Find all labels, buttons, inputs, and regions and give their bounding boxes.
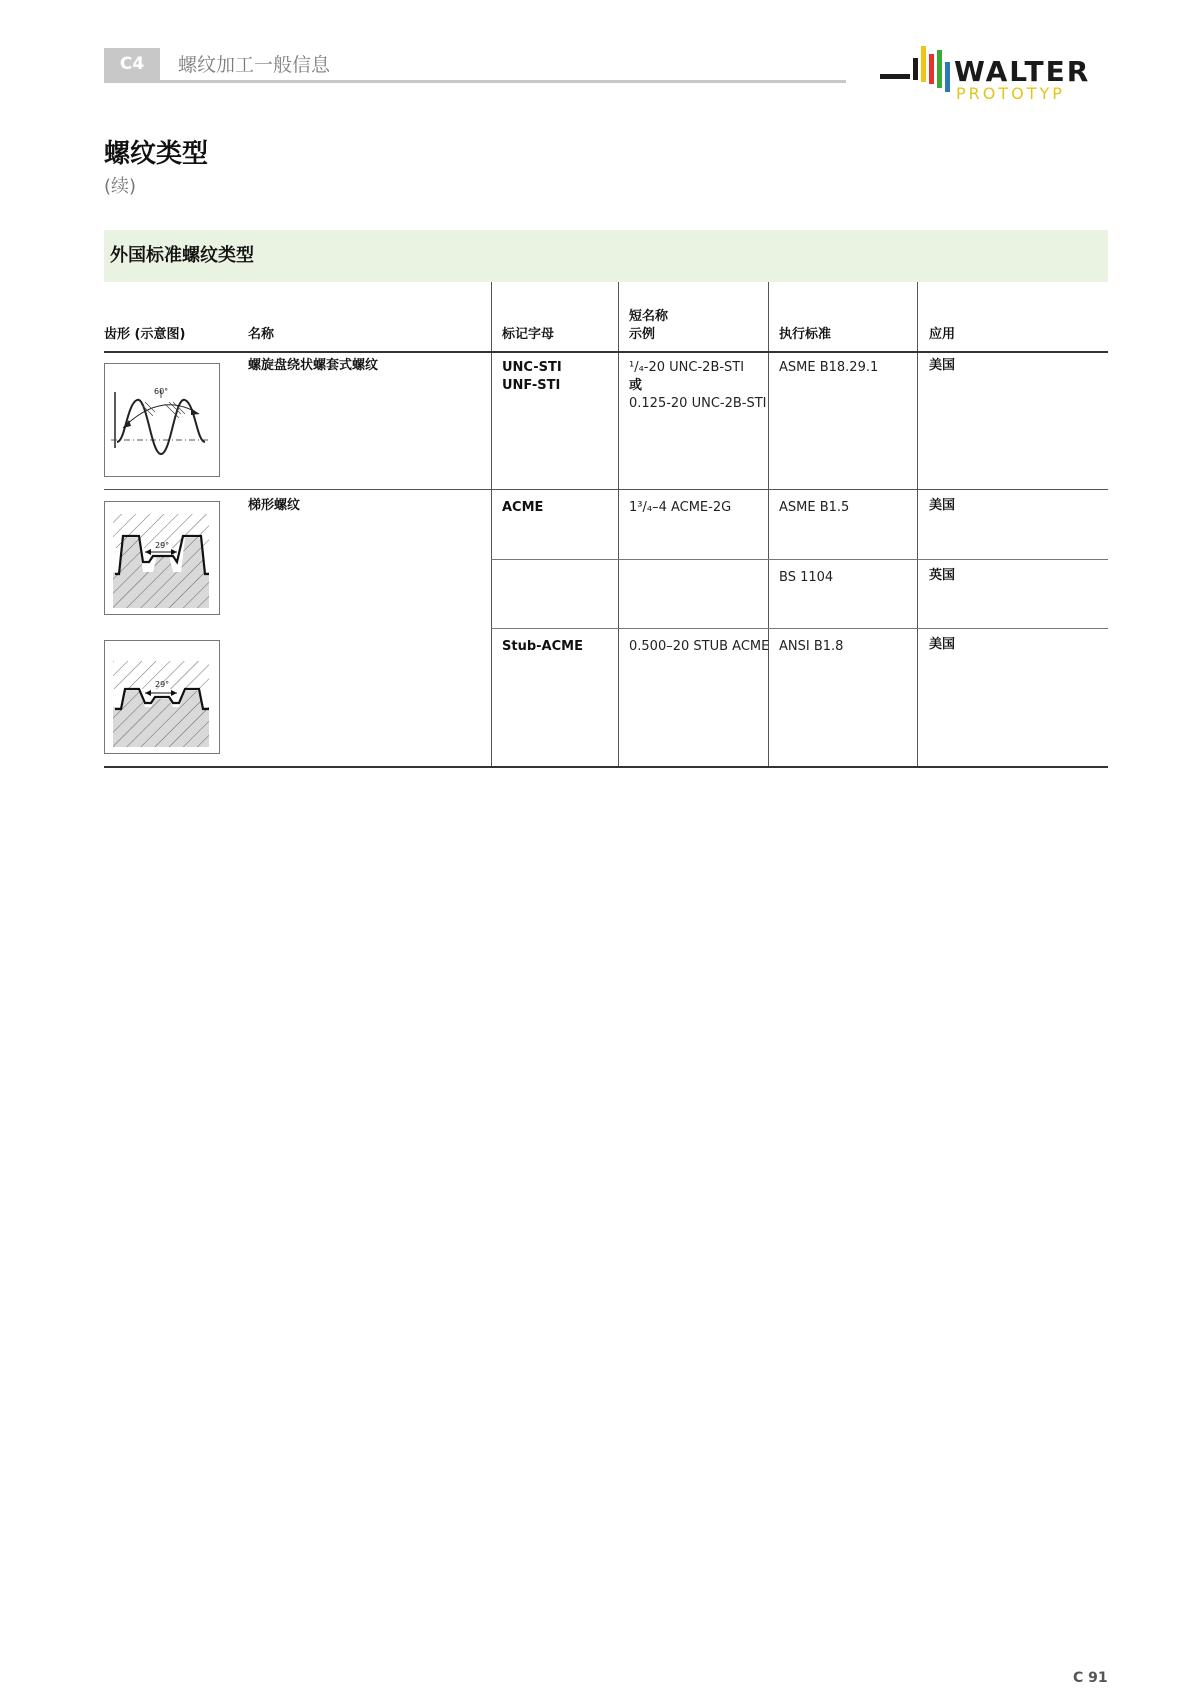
row1-standard: ASME B18.29.1 [779,360,879,375]
page-title: 螺纹类型 [104,139,209,169]
page-subtitle: (续) [104,176,137,197]
row2-name: 梯形螺纹 [248,498,301,513]
th-example-line2: 示例 [629,327,656,342]
row-divider [104,489,1108,490]
logo-brand-text: WALTER [954,55,1091,88]
row1-designation-1: UNC-STI [502,360,562,375]
header-bottom-rule [104,351,1108,353]
row3-application: 英国 [929,568,956,583]
section-band-label: 外国标准螺纹类型 [110,245,254,266]
table-bottom-rule [104,766,1108,768]
angle-label: 29° [155,541,170,550]
row3-standard: BS 1104 [779,570,834,585]
walter-prototyp-logo [880,44,1110,104]
row1-designation-2: UNF-STI [502,378,561,393]
col-divider [491,282,492,768]
section-title: 螺纹加工一般信息 [178,54,331,76]
logo-sub-text: PROTOTYP [956,84,1065,103]
row2-application: 美国 [929,498,956,513]
row-divider [491,628,1108,629]
th-profile: 齿形 (示意图) [104,327,186,342]
sine-thread-60-icon [104,363,220,477]
row1-name: 螺旋盘绕状螺套式螺纹 [248,358,379,373]
section-code-badge: C4 [104,48,160,80]
row1-example-1: ¹/₄-20 UNC-2B-STI [629,360,745,375]
th-example-line1: 短名称 [629,309,669,324]
row2-standard: ASME B1.5 [779,500,850,515]
row1-example-2: 或 [629,378,643,393]
row1-example-3: 0.125-20 UNC-2B-STI [629,396,767,411]
row-divider [491,559,1108,560]
th-application: 应用 [929,327,956,342]
th-standard: 执行标准 [779,327,832,342]
row2-designation: ACME [502,500,544,515]
row4-application: 美国 [929,637,956,652]
header-rule [104,80,846,83]
page-number: C 91 [1073,1670,1108,1686]
angle-label: 29° [155,680,170,689]
stub-trapezoid-thread-29-icon [104,640,220,754]
th-name: 名称 [248,327,275,342]
row4-designation: Stub-ACME [502,639,583,654]
trapezoid-thread-29-icon [104,501,220,615]
row1-application: 美国 [929,358,956,373]
row4-standard: ANSI B1.8 [779,639,844,654]
col-divider [618,282,619,768]
row2-example: 1³/₄–4 ACME-2G [629,500,732,515]
angle-label: 60° [154,387,169,396]
section-band [104,230,1108,282]
th-designation: 标记字母 [502,327,555,342]
col-divider [768,282,769,768]
row4-example: 0.500–20 STUB ACME [629,639,770,654]
col-divider [917,282,918,768]
